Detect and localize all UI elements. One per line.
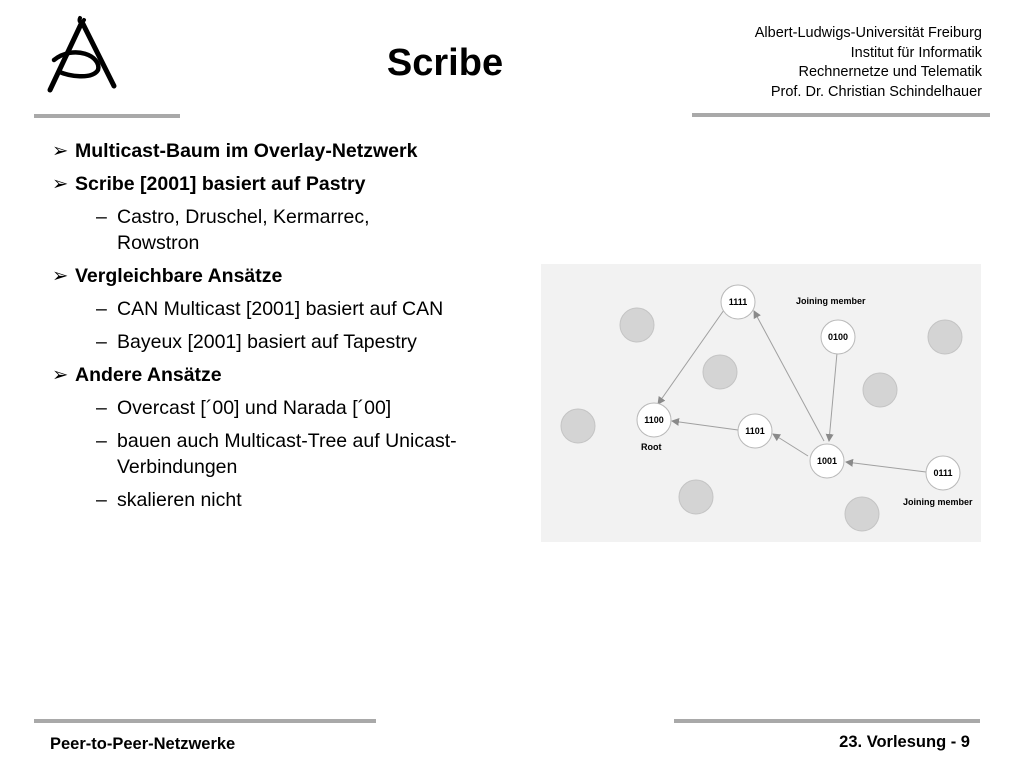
node-0100 xyxy=(821,320,855,354)
gray-node xyxy=(703,355,737,389)
dash-icon: – xyxy=(96,397,107,419)
scribe-tree-figure xyxy=(541,264,981,542)
sub-bullet-item xyxy=(52,329,457,355)
institution-line: Rechnernetze und Telematik xyxy=(798,64,982,80)
gray-node xyxy=(679,480,713,514)
bullet-arrow-icon: ➢ xyxy=(52,140,69,162)
bullet-text: Vergleichbare Ansätze xyxy=(75,265,283,287)
sub-bullet-item xyxy=(52,395,457,421)
gray-node xyxy=(845,497,879,531)
sub-bullet-text: Castro, Druschel, Kermarrec, Rowstron xyxy=(117,206,370,254)
sub-bullet-text: Bayeux [2001] basiert auf Tapestry xyxy=(117,331,417,353)
node-label: 1111 xyxy=(728,297,748,307)
bullet-list xyxy=(52,138,492,520)
node-label: 1101 xyxy=(745,426,765,436)
bullet-item xyxy=(52,362,492,388)
sub-bullet-item xyxy=(52,487,457,513)
joining-member-label: Joining member xyxy=(796,296,866,306)
gray-node xyxy=(928,320,962,354)
sub-bullet-item xyxy=(52,296,457,322)
node-1101 xyxy=(738,414,772,448)
root-label: Root xyxy=(641,442,662,452)
dash-icon: – xyxy=(96,331,107,353)
joining-member-label: Joining member xyxy=(903,497,973,507)
slide-title: Scribe xyxy=(386,42,504,84)
header-rule-left xyxy=(34,114,180,118)
sub-bullet-text: bauen auch Multicast-Tree auf Unicast-Verbindungen xyxy=(117,430,457,478)
institution-line: Prof. Dr. Christian Schindelhauer xyxy=(770,83,982,100)
scribe-tree-diagram xyxy=(541,264,981,542)
sub-bullet-text: Overcast [´00] und Narada [´00] xyxy=(117,397,392,419)
node-label: 0111 xyxy=(933,468,953,478)
sub-bullet-item xyxy=(52,428,457,480)
node-1111 xyxy=(721,285,755,319)
institution-line: Institut für Informatik xyxy=(850,44,982,61)
node-0111 xyxy=(926,456,960,490)
dash-icon: – xyxy=(96,489,107,511)
institution-line: Albert-Ludwigs-Universität Freiburg xyxy=(754,25,982,41)
footer-page-number: 23. Vorlesung - 9 xyxy=(839,733,970,751)
bullet-text: Andere Ansätze xyxy=(75,364,222,386)
tree-edge xyxy=(773,434,808,456)
dash-icon: – xyxy=(96,298,107,320)
bullet-arrow-icon: ➢ xyxy=(52,364,69,386)
university-logo xyxy=(40,14,128,96)
node-1001 xyxy=(810,444,844,478)
bullet-item xyxy=(52,263,492,289)
node-label: 1100 xyxy=(644,415,664,425)
bullet-arrow-icon: ➢ xyxy=(52,265,69,287)
node-label: 0100 xyxy=(827,332,849,342)
bullet-text: Multicast-Baum im Overlay-Netzwerk xyxy=(75,140,418,162)
gray-node xyxy=(561,409,595,443)
tree-edge xyxy=(672,421,738,430)
bullet-item xyxy=(52,171,492,197)
tree-edge xyxy=(829,353,837,441)
footer-rule-left xyxy=(34,719,376,723)
node-1100 xyxy=(637,403,671,437)
footer-rule-right xyxy=(674,719,980,723)
gray-node xyxy=(620,308,654,342)
dash-icon: – xyxy=(96,430,107,452)
sub-bullet-text: skalieren nicht xyxy=(117,489,242,511)
bullet-arrow-icon: ➢ xyxy=(52,173,69,195)
tree-edge xyxy=(846,462,926,472)
sub-bullet-text: CAN Multicast [2001] basiert auf CAN xyxy=(117,298,444,320)
sub-bullet-item xyxy=(52,204,457,256)
institution-block xyxy=(755,24,982,102)
gray-node xyxy=(863,373,897,407)
node-label: 1001 xyxy=(816,456,838,466)
bullet-text: Scribe [2001] basiert auf Pastry xyxy=(75,173,366,195)
dash-icon: – xyxy=(96,206,107,228)
bullet-item xyxy=(52,138,492,164)
footer-course-title: Peer-to-Peer-Netzwerke xyxy=(50,735,236,753)
header-rule-right xyxy=(692,113,990,117)
